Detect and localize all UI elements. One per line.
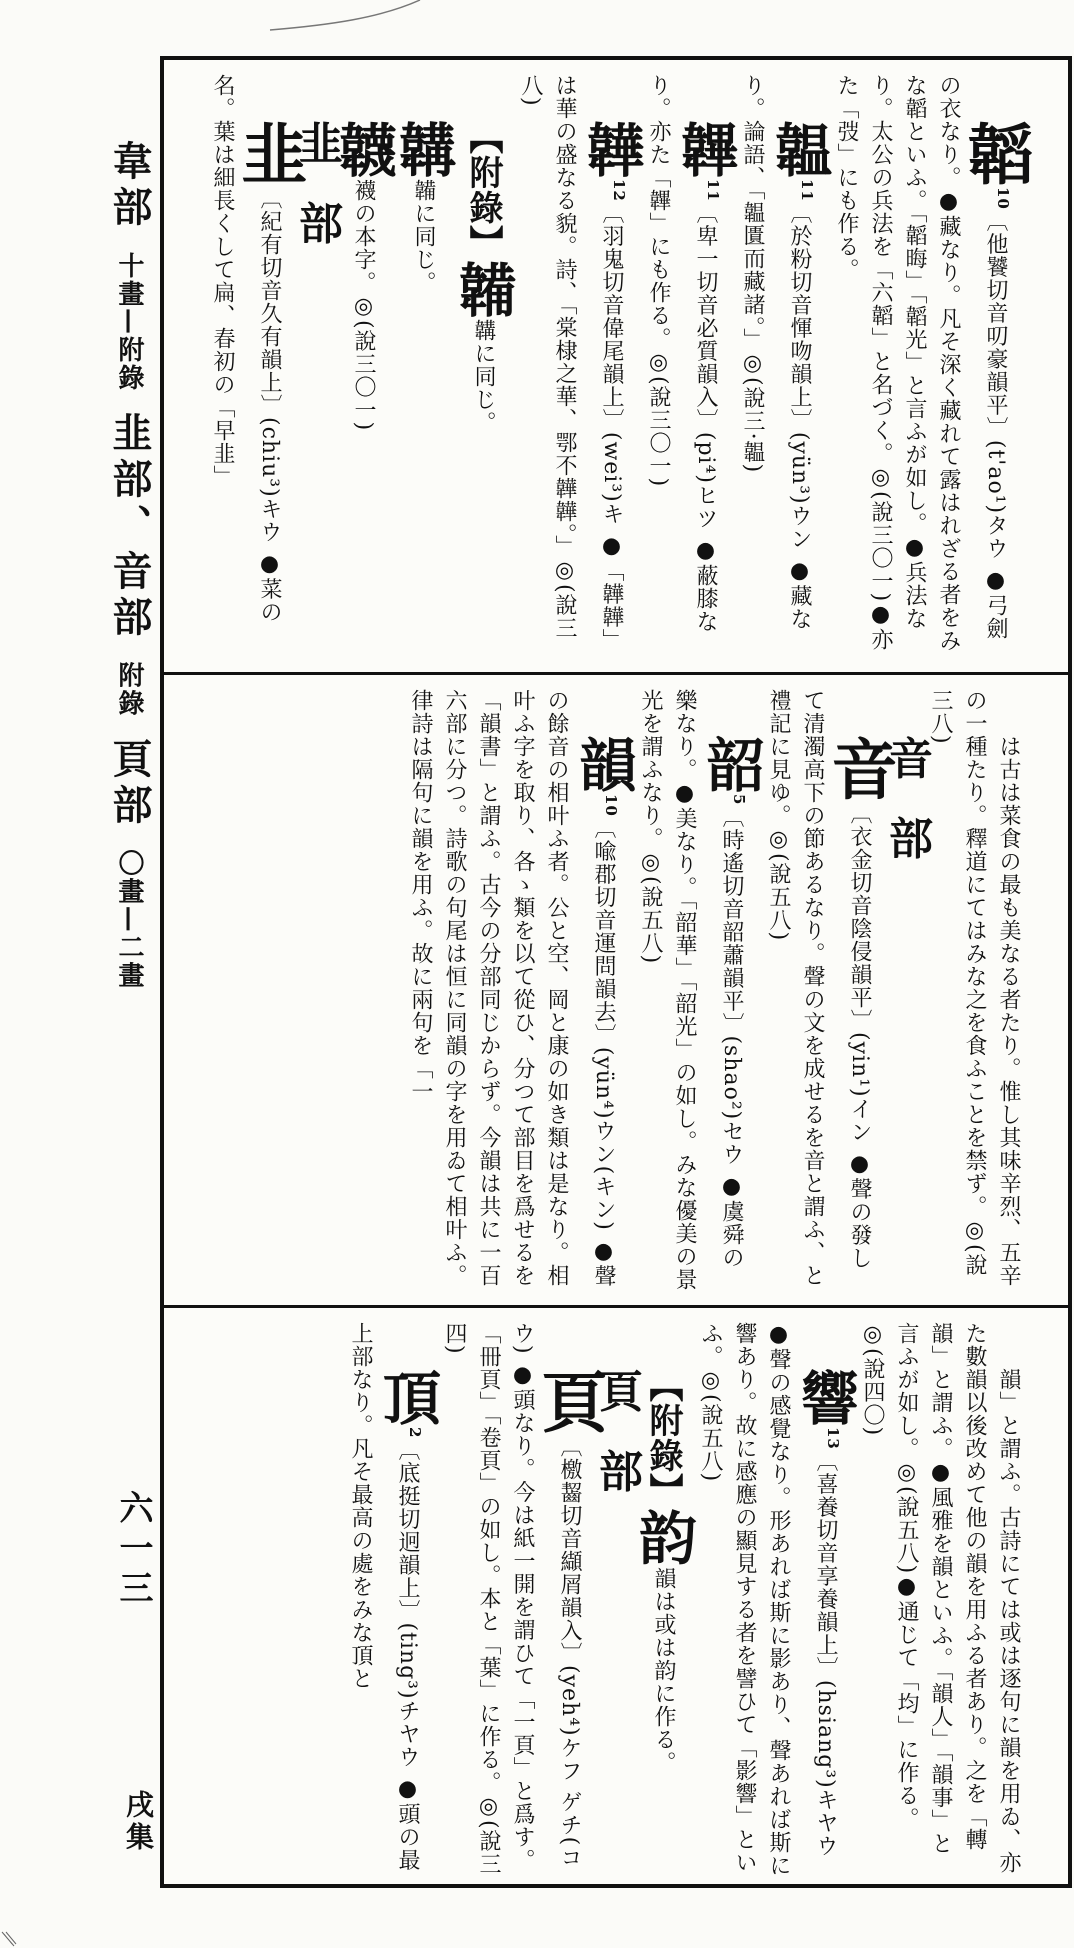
section-title-jiu: 韭部 — [291, 120, 342, 281]
running-header-sub-prev: 十畫—附錄 — [114, 251, 144, 392]
headword: 音 — [820, 735, 898, 803]
running-header-radical-prev: 韋部 — [106, 140, 153, 232]
entry-body: 韻は或は韵に作る。 — [651, 1567, 676, 1775]
headword: 韶 — [697, 735, 765, 795]
running-header-radicals: 韭部、音部 — [106, 411, 153, 642]
scan-artifact-curve — [0, 0, 1074, 60]
entry-body: 〔於粉切音惲吻韻上〕(yün³)ウン ●藏なり。論語、「韞匱而藏諸。」◎(說三·韞) — [740, 74, 812, 631]
headword: 韜 — [956, 120, 1034, 188]
headword: 響 — [791, 1368, 859, 1428]
entry-gou — [389, 120, 457, 295]
entry-body: 韛に同じ。 — [411, 179, 436, 295]
headword: 韠 — [671, 120, 739, 180]
scan-artifact-scratch — [0, 1888, 60, 1948]
entry-fulu-yun — [629, 1368, 697, 1775]
headword: 頂 — [373, 1368, 441, 1428]
entry-bi — [646, 74, 739, 634]
entry-body: 〔喜養切音享養韻上〕(hsiang³)キヤウ ●聲の感覺なり。形あれば斯に影あり、聲あれば斯に響あり。故に感應の顯見する者を譬ひて「影響」といふ。◎(說五八) — [698, 1322, 838, 1877]
stroke-count: 2 — [406, 1427, 424, 1439]
entry-jiu — [210, 74, 308, 624]
entry-body: 〔衣金切音陰侵韻平〕(yin¹)イン ●聲の發して清濁高下の節あるなり。聲の文を成せるを音と謂ふ、と禮記に見ゆ。◎(說五八) — [766, 689, 872, 1287]
section-title-ye: 頁部 — [591, 1368, 642, 1529]
entry-body: 韝に同じ。 — [471, 319, 496, 435]
entry-ye — [442, 1322, 608, 1876]
entry-fulu-bei — [449, 120, 517, 435]
panel-middle-text — [370, 689, 1058, 1291]
entry-xiang — [698, 1322, 859, 1877]
running-header-sub-next: 〇畫—二畫 — [114, 849, 144, 990]
panel-top — [164, 60, 1068, 668]
stroke-count: 10 — [602, 794, 620, 817]
continuation-text: 韻」と謂ふ。古詩にては或は逐句に韻を用ゐ、亦た數韻以後改めて他の韻を用ふる者あり。之を「轉韻」と謂ふ。●風雅を韻といふ。「韻人」「韻事」と言ふが如し。◎(說五八)●通じて「均」に作る。◎(說四〇) — [860, 1322, 1021, 1875]
section-title-yin: 音部 — [881, 735, 932, 896]
entry-body: 〔卑一切音必質韻入〕(pi⁴)ヒツ ●蔽膝なり。亦た「韠」にも作る。◎(說三〇一) — [646, 74, 718, 634]
entry-body: 〔羽鬼切音偉尾韻上〕(wei³)キ ●「韡韡」は華の盛なる貌。詩、「棠棣之華、鄂不韡韡。」◎(說三八) — [518, 74, 624, 652]
headword: 韵 — [629, 1508, 697, 1568]
entry-body: 〔時遙切音韶蕭韻平〕(shao²)セウ ●虞舜の樂なり。●美なり。「韶華」「韶光」の如し。みな優美の景光を謂ふなり。◎(說五八) — [638, 689, 744, 1291]
collection-label: 戌集 — [122, 1790, 155, 1854]
headword: 韞 — [765, 120, 833, 180]
headword: 頁 — [530, 1368, 608, 1436]
entry-body: 〔喩郡切音運問韻去〕(yün⁴)ウン(キン) ●聲の餘音の相叶ふ者。公と空、岡と康の如き類は是なり。相叶ふ字を取り、各ゝ類を以て從ひ、分つて部目を爲せるを「韻書」と謂ふ。古今の分部同じからず。今韻は共に一百六部に分つ。詩歌の句尾は恒に同韻の字を用ゐて相叶ふ。律詩は隔句に韻を用ふ。故に兩句を「一 — [408, 689, 616, 1288]
entry-ding — [348, 1322, 441, 1872]
stroke-count: 13 — [824, 1427, 842, 1450]
headword: 韻 — [569, 735, 637, 795]
entry-body: 〔紀有切音久有韻上〕(chiu³)キウ ●菜の名。葉は細長くして扁、春初の「早韭」 — [210, 74, 282, 624]
entry-body: 〔底挺切迥韻上〕(ting³)チヤウ ●頭の最上部なり。凡そ最高の處をみな頂と — [348, 1322, 420, 1872]
panel-middle — [164, 672, 1068, 1305]
running-header — [92, 140, 158, 1180]
headword: 韛 — [449, 260, 517, 320]
entry-body: 〔他饕切音叨豪韻平〕(t'ao¹)タウ ●弓劍の衣なり。●藏なり。凡そ深く藏れて露はれざる者をみな韜といふ。「韜晦」「韜光」と言ふが如し。●兵法なり。太公の兵法を「六韜」と名づく。◎(說三〇一)●亦た「弢」にも作る。 — [834, 74, 1008, 652]
stroke-count: 10 — [994, 187, 1012, 210]
appendix-label: 【附錄】 — [643, 1368, 683, 1509]
headword: 韝 — [389, 120, 457, 180]
entry-wa — [329, 120, 397, 432]
entry-yin — [766, 689, 898, 1287]
entry-yun — [740, 74, 833, 631]
entry-shao — [638, 689, 765, 1291]
panel-bottom-text — [310, 1322, 1058, 1877]
headword: 韡 — [577, 120, 645, 180]
running-header-radical-next: 頁部 — [106, 737, 153, 830]
entry-tao — [834, 74, 1034, 652]
dictionary-page-frame — [160, 56, 1072, 1888]
headword: 韭 — [230, 120, 308, 188]
panel-bottom — [164, 1305, 1068, 1891]
entry-yun-rhyme — [408, 689, 637, 1288]
stroke-count: 5 — [730, 794, 748, 806]
entry-body: 襪の本字。◎(說三〇一) — [351, 179, 376, 432]
running-header-sub-mid: 附錄 — [114, 661, 144, 718]
page-number: 六一三 — [113, 1490, 153, 1610]
entry-wei — [518, 74, 645, 652]
stroke-count: 11 — [704, 179, 722, 202]
stroke-count: 12 — [610, 179, 628, 202]
panel-top-text — [172, 74, 1058, 654]
entry-body: 〔檄齧切音纈屑韻入〕(yeh⁴)ケフ ゲチ(コウ) ●頭なり。今は紙一開を謂ひて「一頁」と爲す。「冊頁」「卷頁」の如し。本と「葉」に作る。◎(說三四) — [442, 1322, 582, 1876]
headword: 韤 — [329, 120, 397, 180]
continuation-text: は古は菜食の最も美なる者たり。惟し其味辛烈、五辛の一種たり。釋道にてはみな之を食ふことを禁ず。◎(說三八) — [928, 689, 1021, 1288]
appendix-label: 【附錄】 — [463, 120, 503, 261]
stroke-count: 11 — [798, 179, 816, 202]
